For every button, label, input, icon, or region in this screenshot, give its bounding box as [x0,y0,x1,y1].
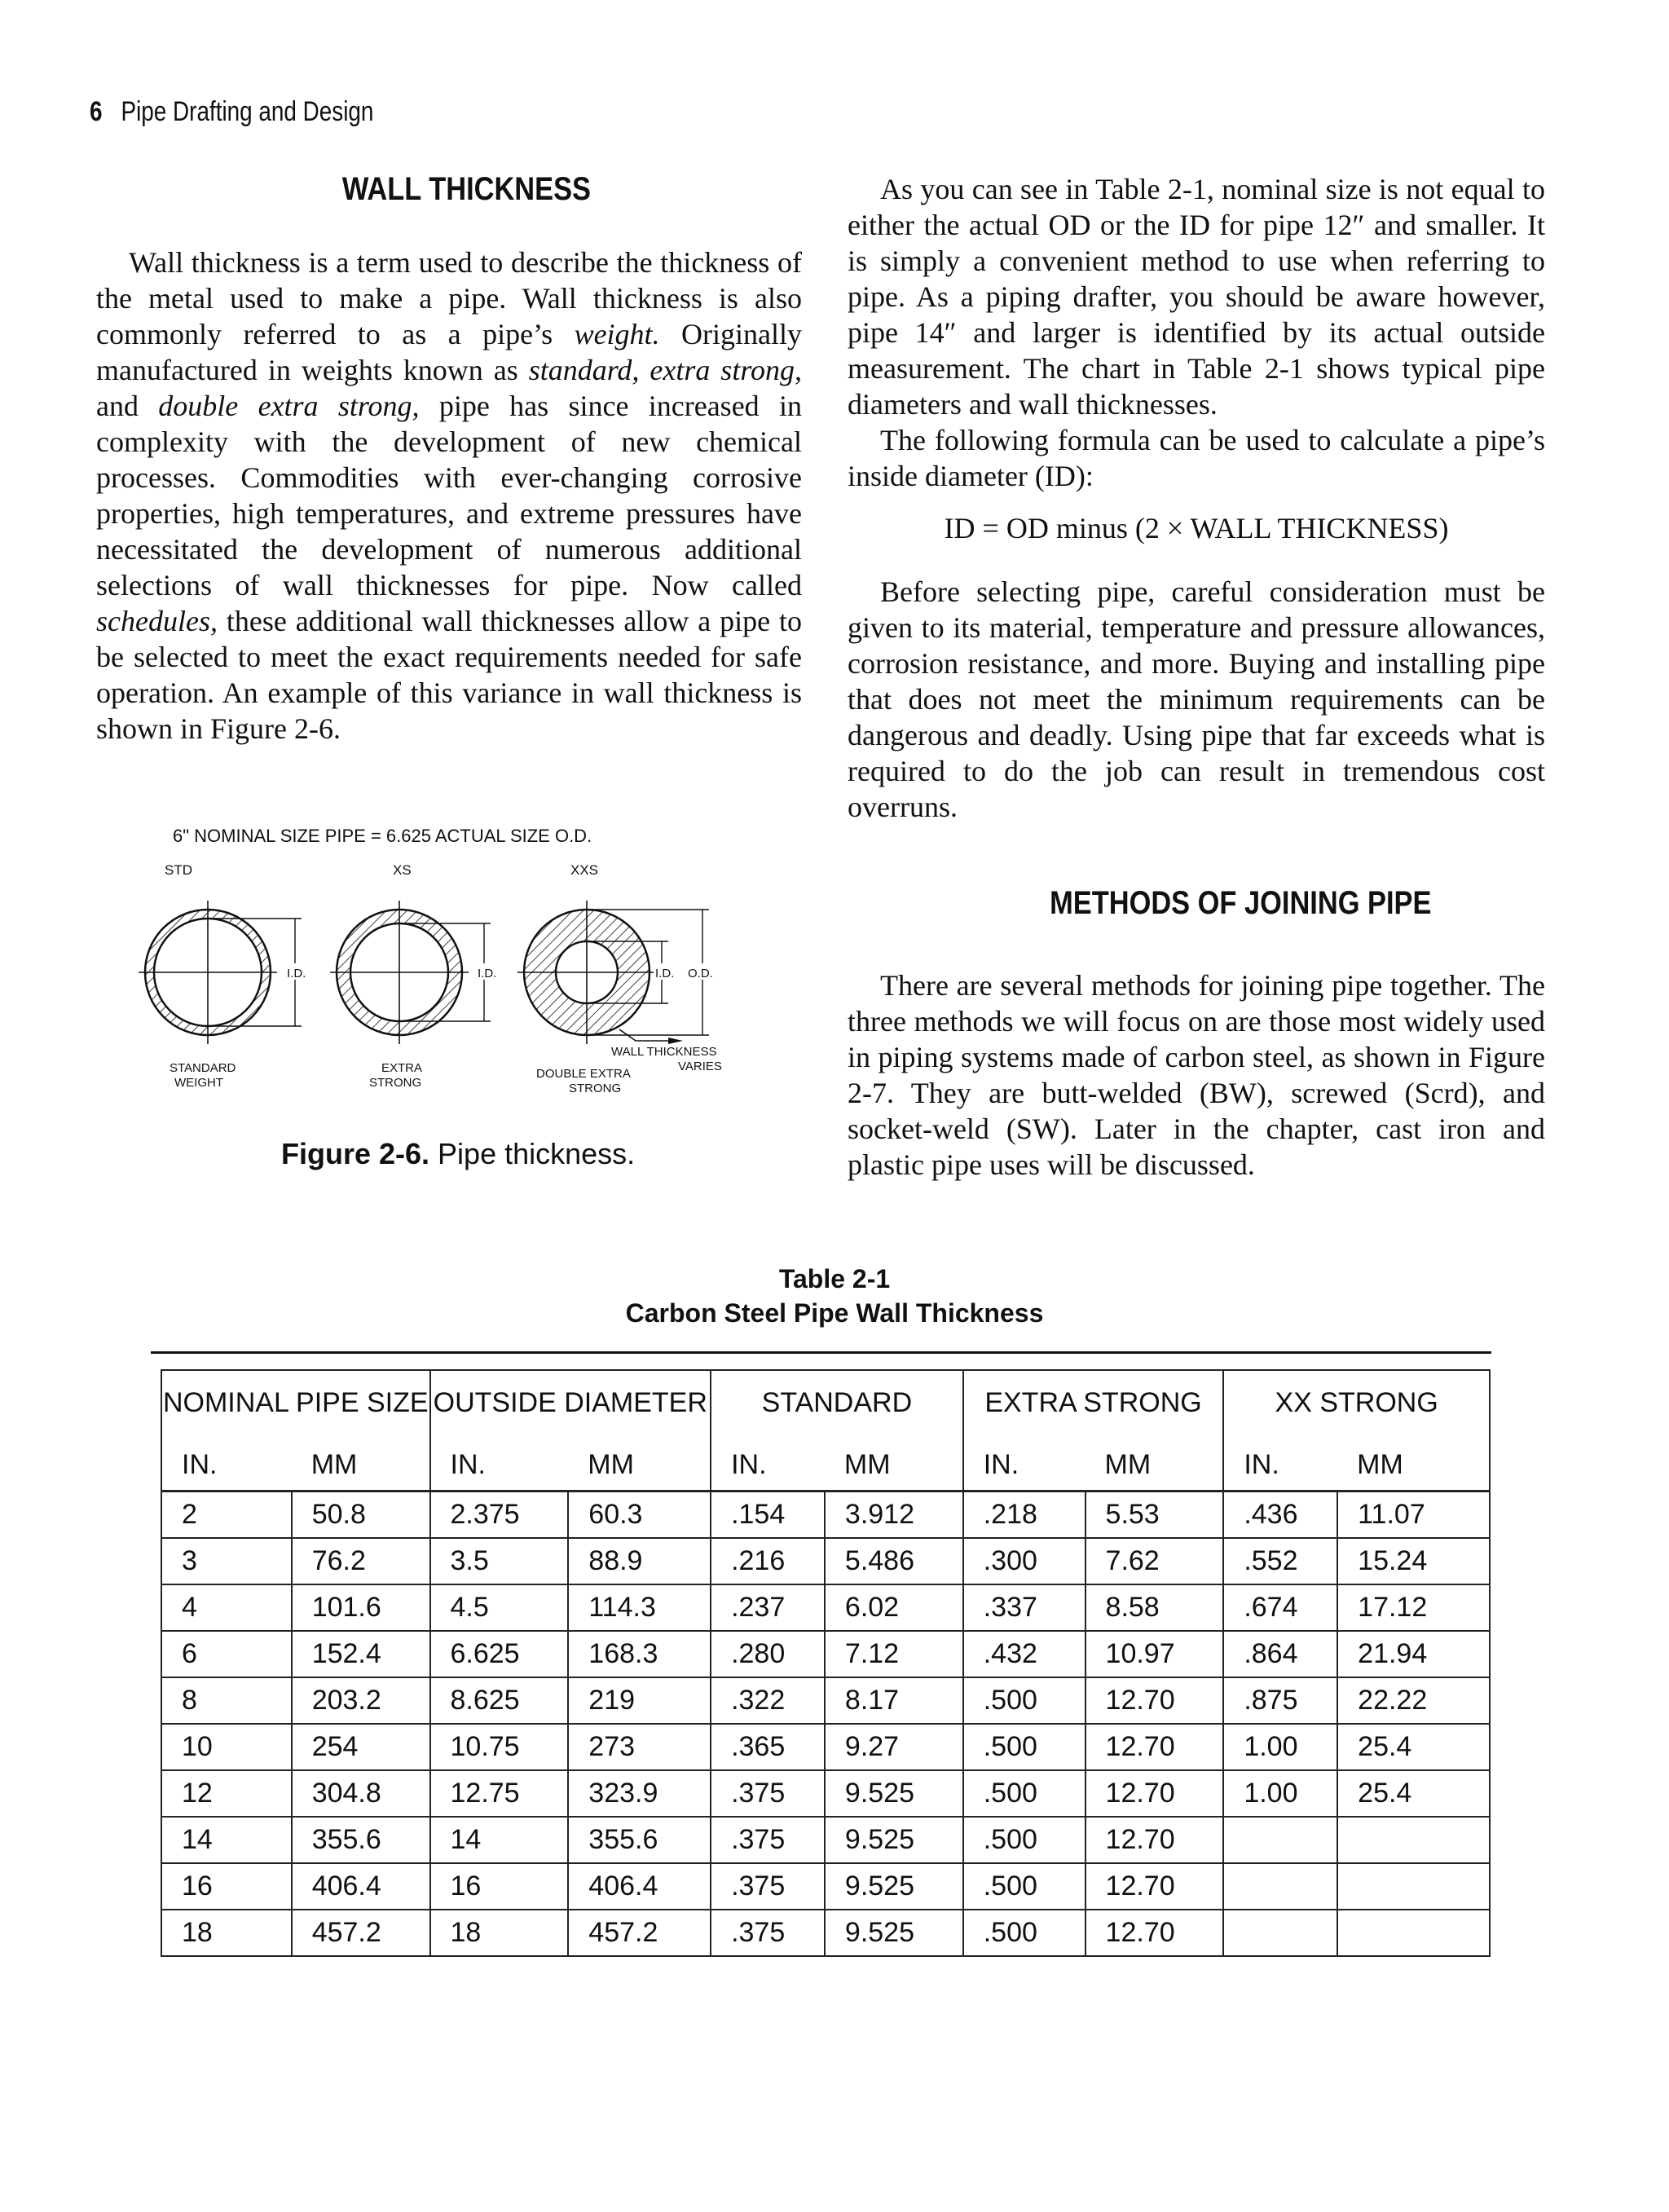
table-row [161,1492,1490,1539]
table-cell: 12.70 [1086,1724,1224,1770]
table-cell: .674 [1223,1584,1337,1631]
table-cell: 76.2 [292,1538,430,1584]
table-cell: 101.6 [292,1584,430,1631]
table-cell: .375 [711,1770,825,1817]
table-cell [1223,1863,1337,1910]
unit-mm: MM [1337,1444,1490,1492]
table-cell: 10 [161,1724,292,1770]
table-cell: 1.00 [1223,1724,1337,1770]
figure-caption: Figure 2-6. Pipe thickness. [281,1137,636,1170]
header-extra-strong: EXTRA STRONG [963,1370,1224,1444]
table-cell: .500 [963,1863,1086,1910]
pipe-thickness-figure [122,811,807,1137]
table-row [161,1724,1490,1770]
table-cell: 12.70 [1086,1677,1224,1724]
table-cell: 114.3 [568,1584,711,1631]
table-cell: .864 [1223,1631,1337,1677]
table-cell [1337,1910,1490,1956]
table-cell: 203.2 [292,1677,430,1724]
table-cell: 4.5 [430,1584,569,1631]
table-cell: 8.58 [1086,1584,1224,1631]
figure-title: 6" NOMINAL SIZE PIPE = 6.625 ACTUAL SIZE O.D. [173,826,592,846]
wall-thickness-heading: WALL THICKNESS [341,171,591,207]
table-cell: 12 [161,1770,292,1817]
unit-in: IN. [430,1444,569,1492]
table-cell: 6 [161,1631,292,1677]
table-cell: 50.8 [292,1492,430,1539]
table-cell: .375 [711,1863,825,1910]
joining-heading: METHODS OF JOINING PIPE [1050,885,1432,921]
table-cell: .432 [963,1631,1086,1677]
table-cell: 152.4 [292,1631,430,1677]
table-cell: 14 [430,1817,569,1863]
table-cell: 9.525 [825,1770,963,1817]
id-formula: ID = OD minus (2 × WALL THICKNESS) [944,512,1449,544]
table-cell: 25.4 [1337,1724,1490,1770]
table-cell: .337 [963,1584,1086,1631]
table-row [161,1770,1490,1817]
table-cell: 6.02 [825,1584,963,1631]
header-xx-strong: XX STRONG [1223,1370,1490,1444]
table-cell: 5.53 [1086,1492,1224,1539]
table-cell: 3 [161,1538,292,1584]
table-cell: 18 [430,1910,569,1956]
table-cell: .875 [1223,1677,1337,1724]
table-cell: .280 [711,1631,825,1677]
table-cell: 304.8 [292,1770,430,1817]
table-row [161,1910,1490,1956]
table-cell [1223,1910,1337,1956]
table-cell: 355.6 [568,1817,711,1863]
varies-label: VARIES [678,1060,722,1073]
table-cell: 219 [568,1677,711,1724]
unit-mm: MM [1086,1444,1224,1492]
table-cell: .300 [963,1538,1086,1584]
table-cell: 21.94 [1337,1631,1490,1677]
table-cell: .375 [711,1910,825,1956]
table-cell [1223,1817,1337,1863]
table-row [161,1584,1490,1631]
table-cell: 18 [161,1910,292,1956]
table-cell: 25.4 [1337,1770,1490,1817]
right-column-lower [848,967,1545,1183]
running-header [90,96,373,128]
table-cell: 323.9 [568,1770,711,1817]
table-cell: 6.625 [430,1631,569,1677]
table-cell: .436 [1223,1492,1337,1539]
table-cell: .375 [711,1817,825,1863]
wall-thickness-label: WALL THICKNESS [611,1045,717,1059]
standard-label-1: STANDARD [170,1061,236,1075]
joining-paragraph: There are several methods for joining pipe together. The three methods we will focus on are those most widely used in piping systems made of carbon steel, as shown in Figure 2-7. They are butt-welded (BW), screwed (Scrd), and socket-weld (SW). Later in the chapter, cast iron and plastic pipe uses will be discussed. [848,969,1545,1181]
table-cell: 406.4 [292,1863,430,1910]
table-cell: .237 [711,1584,825,1631]
table-cell: 406.4 [568,1863,711,1910]
table-cell: 60.3 [568,1492,711,1539]
table-top-rule [151,1351,1491,1354]
table-cell: 457.2 [568,1910,711,1956]
table-cell: 12.70 [1086,1817,1224,1863]
wall-thickness-table [161,1369,1491,1957]
table-cell: 8.625 [430,1677,569,1724]
xxs-od-label: O.D. [688,967,713,980]
table-cell: 457.2 [292,1910,430,1956]
standard-weight-pipe [139,901,316,1044]
table-cell: 12.70 [1086,1910,1224,1956]
std-tag: STD [165,862,192,878]
table-cell: 9.525 [825,1910,963,1956]
table-cell: .500 [963,1910,1086,1956]
table-cell: 5.486 [825,1538,963,1584]
standard-label-2: WEIGHT [174,1076,223,1090]
table-row [161,1863,1490,1910]
table-cell: .218 [963,1492,1086,1539]
table-cell: 1.00 [1223,1770,1337,1817]
table-cell: .154 [711,1492,825,1539]
table-cell: 2 [161,1492,292,1539]
table-cell: 3.5 [430,1538,569,1584]
std-id-label: I.D. [287,967,306,980]
nominal-size-paragraph: As you can see in Table 2-1, nominal size is not equal to either the actual OD or the ID for pipe 12″ and smaller. It is simply a convenient method to use when referring to pipe. As a piping drafter, you should be aware however, pipe 14″ and larger is identified by its actual outside measurement. The chart in Table 2-1 shows typical pipe diameters and wall thicknesses. [848,173,1545,421]
table-cell: 15.24 [1337,1538,1490,1584]
table-cell [1337,1863,1490,1910]
table-cell: .365 [711,1724,825,1770]
table-cell: .216 [711,1538,825,1584]
table-body [161,1492,1490,1957]
table-cell: 8 [161,1677,292,1724]
table-cell: 12.70 [1086,1863,1224,1910]
extra-label-2: STRONG [369,1076,422,1090]
header-nominal: NOMINAL PIPE SIZE [161,1370,430,1444]
table-cell: 88.9 [568,1538,711,1584]
extra-strong-pipe [330,901,506,1044]
table-cell: 9.525 [825,1863,963,1910]
table-cell: 2.375 [430,1492,569,1539]
table-cell: .500 [963,1770,1086,1817]
table-cell: 168.3 [568,1631,711,1677]
table-cell: 11.07 [1337,1492,1490,1539]
table-cell: 3.912 [825,1492,963,1539]
table-cell: .500 [963,1677,1086,1724]
table-cell: .322 [711,1677,825,1724]
unit-mm: MM [568,1444,711,1492]
table-cell: .500 [963,1817,1086,1863]
unit-in: IN. [1223,1444,1337,1492]
table-cell: .552 [1223,1538,1337,1584]
table-row [161,1817,1490,1863]
table-cell: 17.12 [1337,1584,1490,1631]
table-row [161,1677,1490,1724]
xxs-id-label: I.D. [655,967,675,980]
unit-in: IN. [161,1444,292,1492]
double-extra-strong-pipe [517,901,719,1044]
xs-id-label: I.D. [478,967,497,980]
table-cell [1337,1817,1490,1863]
table-label: Table 2-1 [778,1264,891,1293]
unit-in: IN. [711,1444,825,1492]
dxs-label-2: STRONG [569,1082,622,1095]
table-cell: 12.75 [430,1770,569,1817]
table-cell: 14 [161,1817,292,1863]
table-cell: 9.27 [825,1724,963,1770]
selection-paragraph: Before selecting pipe, careful consideration must be given to its material, temperature and pressure allowances, corrosion resistance, and more. Buying and installing pipe that does not meet the minimum requirements can be dangerous and deadly. Using pipe that far exceeds what is required to do the job can result in tremendous cost overruns. [848,575,1545,823]
header-outside-diameter: OUTSIDE DIAMETER [430,1370,711,1444]
table-cell: 22.22 [1337,1677,1490,1724]
unit-mm: MM [292,1444,430,1492]
table-cell: 16 [430,1863,569,1910]
formula-intro-paragraph: The following formula can be used to calculate a pipe’s inside diameter (ID): [848,424,1545,492]
table-title: Carbon Steel Pipe Wall Thickness [625,1298,1044,1328]
page-number: 6 [90,96,103,127]
table-cell: 10.97 [1086,1631,1224,1677]
table-cell: 10.75 [430,1724,569,1770]
left-column [96,245,802,747]
table-cell: 9.525 [825,1817,963,1863]
header-standard: STANDARD [711,1370,963,1444]
dxs-label-1: DOUBLE EXTRA [536,1067,631,1081]
table-cell: 7.12 [825,1631,963,1677]
xs-tag: XS [393,862,412,878]
table-cell: 355.6 [292,1817,430,1863]
table-cell: 7.62 [1086,1538,1224,1584]
table-row [161,1631,1490,1677]
table-cell: 273 [568,1724,711,1770]
table-cell: 12.70 [1086,1770,1224,1817]
xxs-tag: XXS [570,862,599,878]
table-cell: .500 [963,1724,1086,1770]
right-column [848,171,1545,825]
wall-thickness-paragraph: Wall thickness is a term used to describe the thickness of the metal used to make a pipe. Wall thickness is also commonly referred to as a pipe’s weight. Originally manufactured in weights known as standard, extra strong, and double extra strong, pipe has since increased in complexity with the development of new chemical processes. Commodities with ever-changing corrosive properties, high temperatures, and extreme pressures have necessitated the development of numerous additional selections of wall thicknesses for pipe. Now called schedules, these additional wall thicknesses allow a pipe to be selected to meet the exact requirements needed for safe operation. An example of this variance in wall thickness is shown in Figure 2-6. [96,246,802,745]
table-cell: 4 [161,1584,292,1631]
unit-mm: MM [825,1444,963,1492]
table-cell: 16 [161,1863,292,1910]
table-cell: 8.17 [825,1677,963,1724]
extra-label-1: EXTRA [381,1061,423,1075]
unit-in: IN. [963,1444,1086,1492]
running-title: Pipe Drafting and Design [121,96,374,127]
table-cell: 254 [292,1724,430,1770]
table-row [161,1538,1490,1584]
